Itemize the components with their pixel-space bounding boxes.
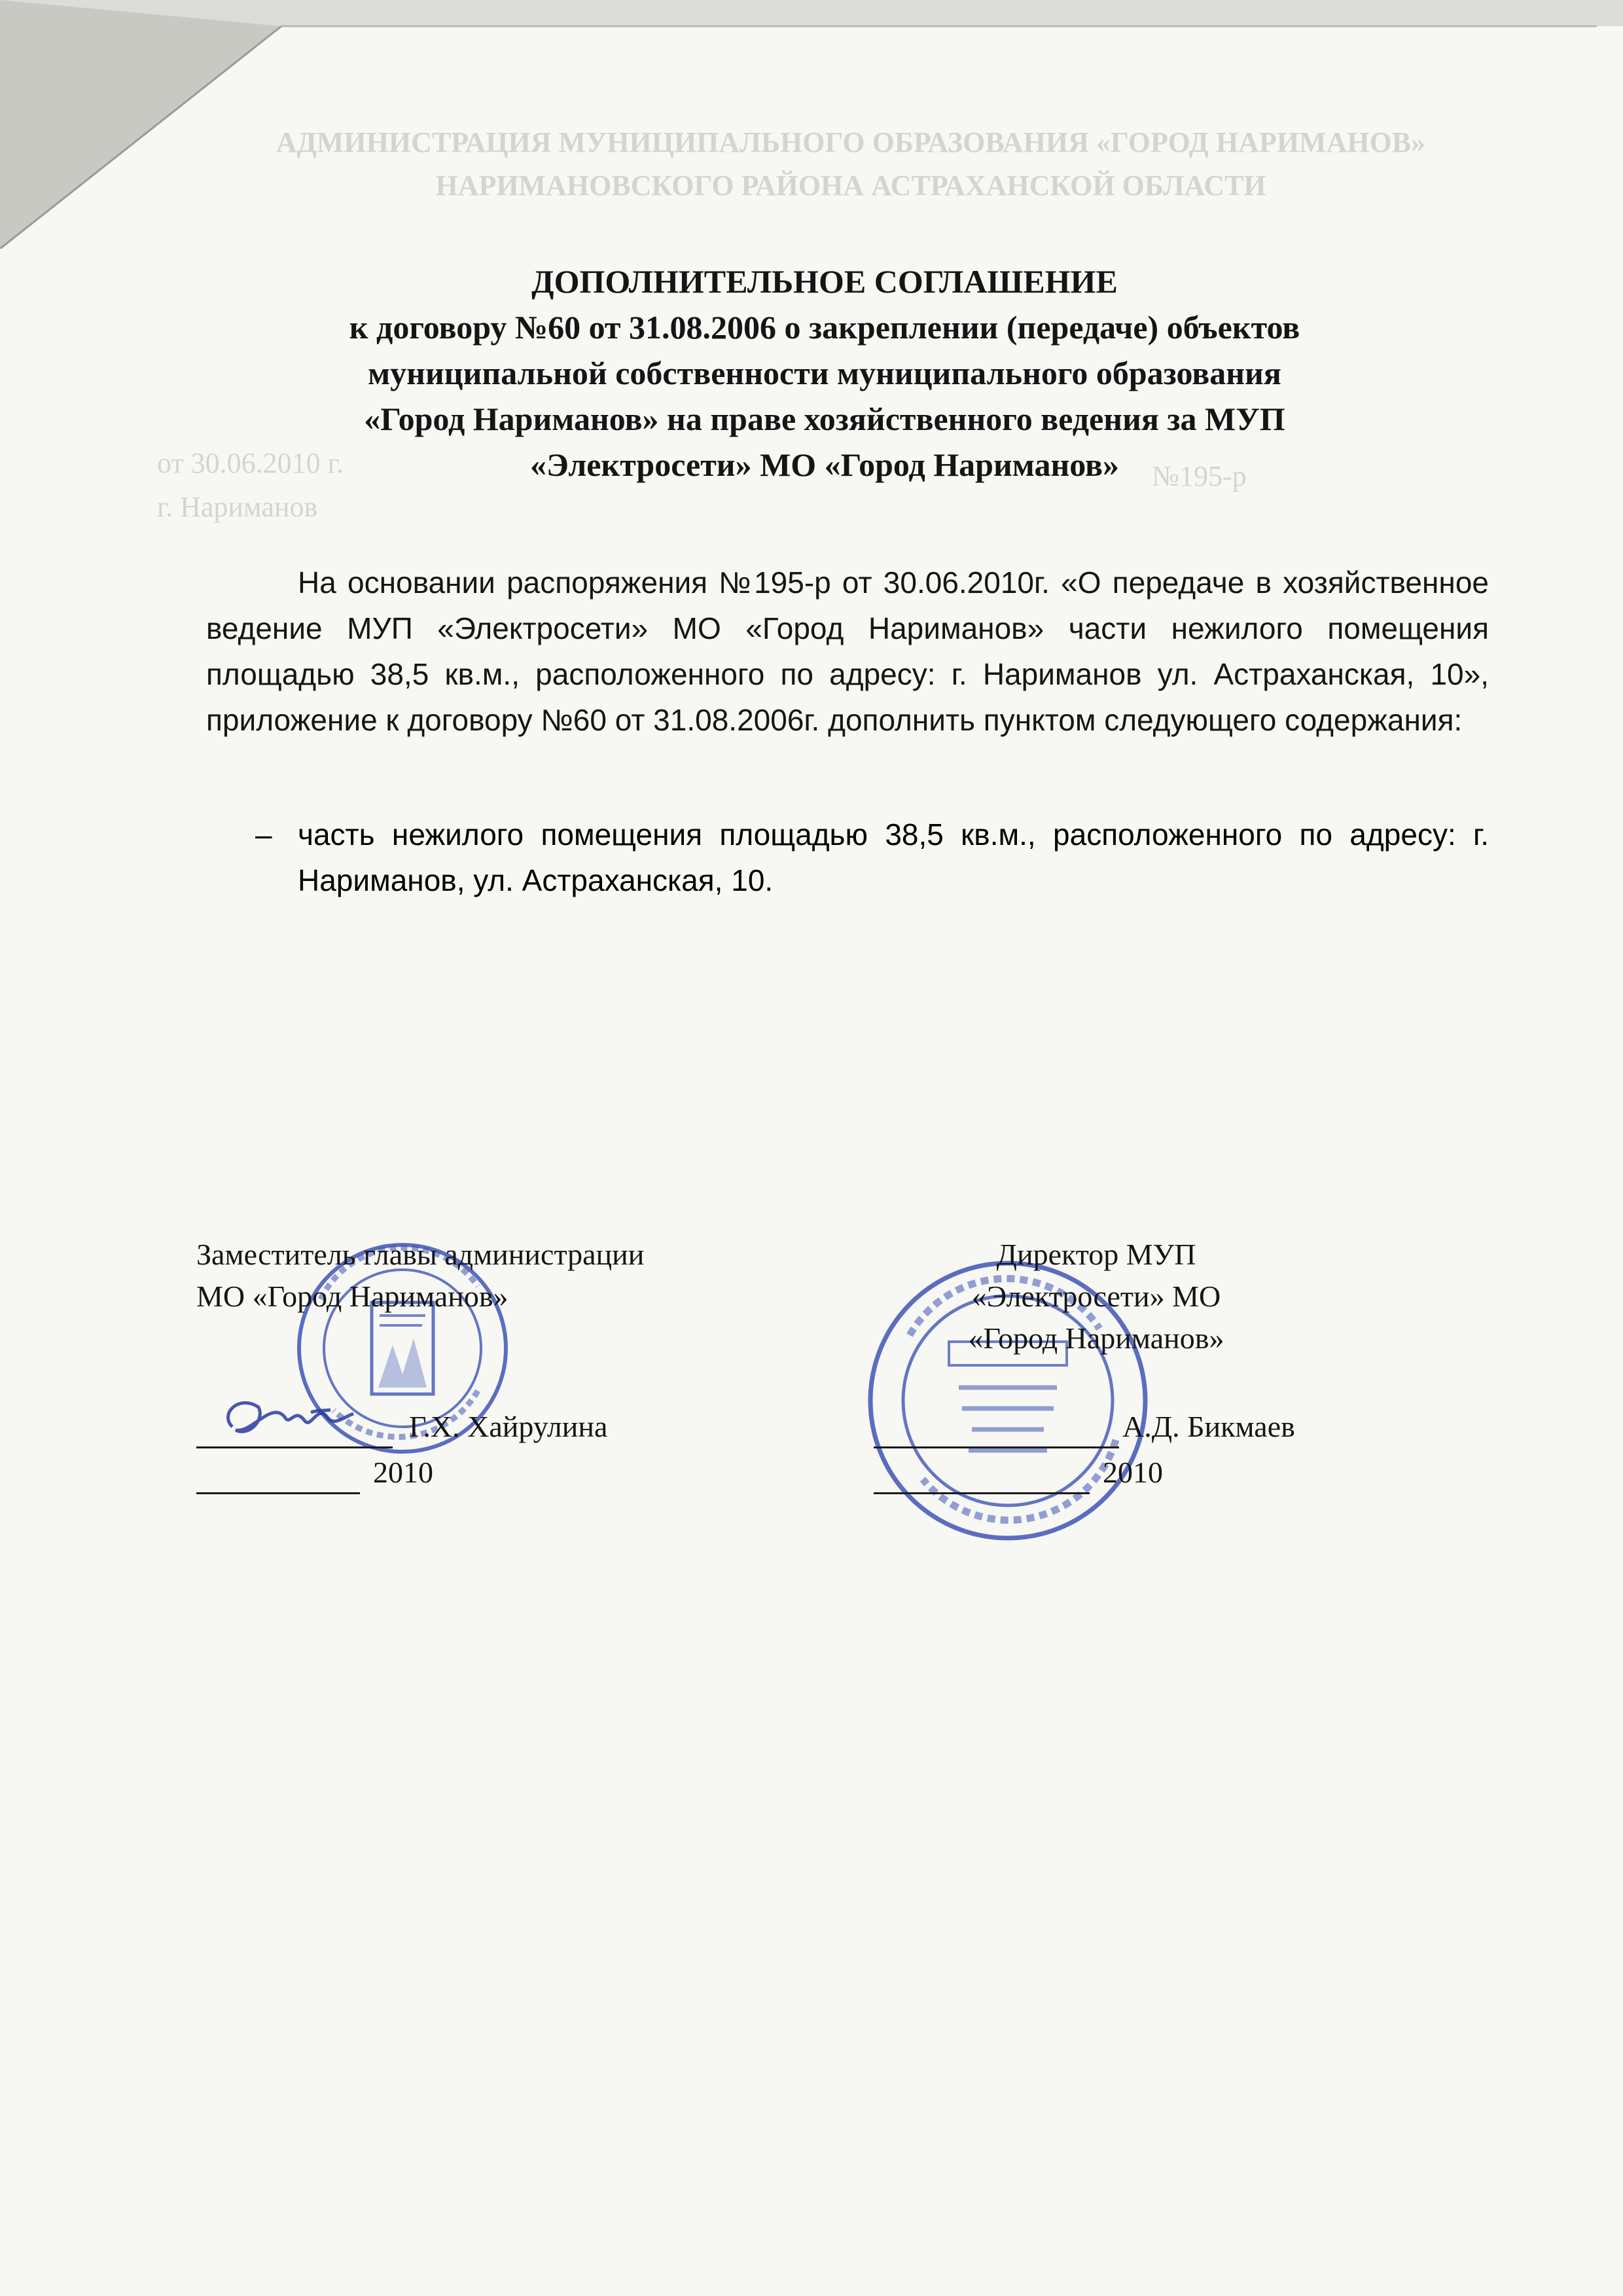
left-signature-year: 2010 <box>373 1456 433 1489</box>
title-line: ДОПОЛНИТЕЛЬНОЕ СОГЛАШЕНИЕ <box>531 263 1118 300</box>
body-paragraph <box>206 560 1489 743</box>
left-signatory-name: Г.Х. Хайрулина <box>409 1410 608 1443</box>
left-position-line: МО «Город Нариманов» <box>196 1280 508 1313</box>
bleed-through-number: №195-р <box>1152 460 1247 492</box>
right-signatory-name: А.Д. Бикмаев <box>1122 1410 1295 1443</box>
right-date-line <box>874 1492 1090 1494</box>
right-position-line: «Город Нариманов» <box>968 1321 1224 1355</box>
left-signature-line <box>196 1446 393 1448</box>
title-line: к договору №60 от 31.08.2006 о закреплении (передаче) объектов <box>349 309 1300 346</box>
list-dash: – <box>255 817 272 852</box>
left-signatory-position <box>196 1234 644 1318</box>
document-title <box>170 259 1479 488</box>
right-signature-year: 2010 <box>1103 1456 1163 1489</box>
left-position-line: Заместитель главы администрации <box>196 1238 645 1271</box>
bleed-through-header <box>131 121 1571 207</box>
right-signature-line <box>874 1446 1119 1448</box>
paragraph-text: На основании распоряжения №195-р от 30.06.2010г. «О передаче в хозяйственное ведение МУП «Электросети» МО «Город Нариманов» части нежилого помещения площадью 38,5 кв.м., расположенного по адресу: г. Нариманов ул. Астраханская, 10», приложение к договору №60 от 31.08.2006г. дополнить пунктом следующего содержания: <box>206 565 1489 737</box>
title-line: муниципальной собственности муниципального образования <box>368 355 1281 391</box>
right-position-line: «Электросети» МО <box>971 1280 1221 1313</box>
bleed-through-city: г. Нариманов <box>157 491 318 523</box>
right-signatory-position <box>933 1234 1260 1359</box>
title-line: «Электросети» МО «Город Нариманов» <box>529 446 1120 483</box>
right-position-line: Директор МУП <box>996 1238 1196 1271</box>
bleed-through-date: от 30.06.2010 г. <box>157 447 344 479</box>
left-date-line <box>196 1492 360 1494</box>
signature-khairulina <box>213 1381 383 1453</box>
bleed-through-line: НАРИМАНОВСКОГО РАЙОНА АСТРАХАНСКОЙ ОБЛАСТИ <box>435 170 1266 202</box>
title-line: «Город Нариманов» на праве хозяйственного ведения за МУП <box>364 401 1285 437</box>
bleed-through-line: АДМИНИСТРАЦИЯ МУНИЦИПАЛЬНОГО ОБРАЗОВАНИЯ «ГОРОД НАРИМАНОВ» <box>276 126 1426 158</box>
list-item-text: часть нежилого помещения площадью 38,5 кв.м., расположенного по адресу: г. Нариманов, ул. Астраханская, 10. <box>298 817 1489 897</box>
